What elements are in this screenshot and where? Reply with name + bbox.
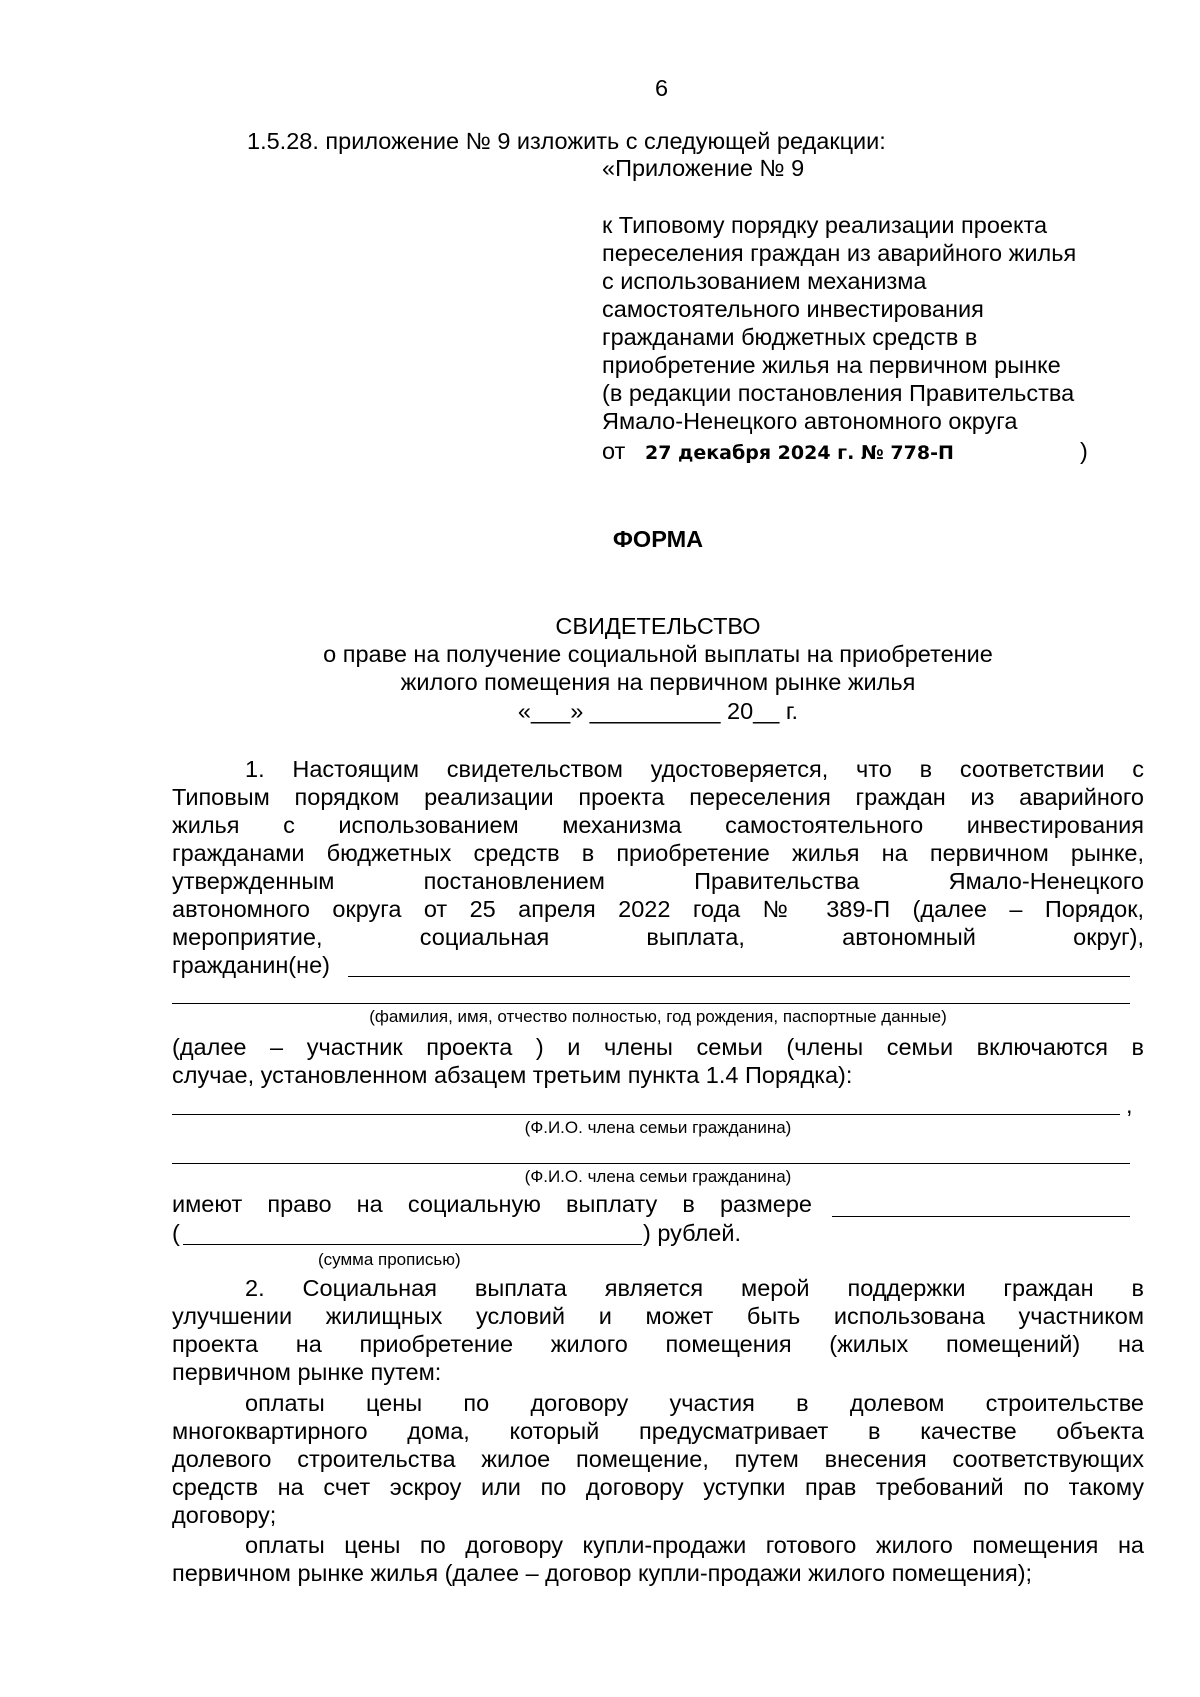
paragraph-line: гражданами бюджетных средств в приобретение жилья на первичном рынке, <box>172 840 1144 866</box>
form-heading: ФОРМА <box>612 526 704 552</box>
appendix-from-label: от <box>602 438 626 464</box>
appendix-line: с использованием механизма <box>602 268 927 294</box>
paragraph-line: утвержденным постановлением Правительства Ямало-Ненецкого <box>172 868 1144 894</box>
amount-words-fill-line <box>183 1244 642 1245</box>
certificate-date-line: «___» __________ 20__ г. <box>517 698 799 724</box>
subitem-line: оплаты цены по договору купли-продажи готового жилого помещения на <box>245 1532 1144 1558</box>
subitem-line: долевого строительства жилое помещение, путем внесения соответствующих <box>172 1446 1144 1472</box>
appendix-line: гражданами бюджетных средств в <box>602 324 978 350</box>
amount-words-caption: (сумма прописью) <box>318 1250 461 1269</box>
paragraph-line: 1. Настоящим свидетельством удостоверяется, что в соответствии с <box>245 756 1144 782</box>
amendment-line: 1.5.28. приложение № 9 изложить с следующей редакции: <box>247 128 886 154</box>
appendix-title: «Приложение № 9 <box>602 155 805 181</box>
appendix-line: переселения граждан из аварийного жилья <box>602 240 1077 266</box>
citizen-fill-line <box>348 976 1130 977</box>
appendix-line: (в редакции постановления Правительства <box>602 380 1075 406</box>
paragraph-line: проекта на приобретение жилого помещения (жилых помещений) на <box>172 1331 1144 1357</box>
paragraph-line: случае, установленном абзацем третьим пункта 1.4 Порядка): <box>172 1062 853 1088</box>
amount-fill-line <box>832 1216 1130 1217</box>
paragraph-line: мероприятие, социальная выплата, автономный округ), <box>172 924 1144 950</box>
appendix-line: к Типовому порядку реализации проекта <box>602 212 1048 238</box>
paragraph-line: первичном рынке путем: <box>172 1359 442 1385</box>
certificate-subtitle: жилого помещения на первичном рынке жилья <box>400 669 916 695</box>
subitem-line: договору; <box>172 1502 277 1528</box>
family-member-caption: (Ф.И.О. члена семьи гражданина) <box>524 1118 792 1137</box>
subitem-line: оплаты цены по договору участия в долевом строительстве <box>245 1390 1144 1416</box>
rubles-open-paren: ( <box>172 1220 180 1246</box>
resolution-date-stamp: 27 декабря 2024 г. № 778-П <box>645 442 954 464</box>
subitem-line: средств на счет эскроу или по договору уступки прав требований по такому <box>172 1474 1144 1500</box>
appendix-line: самостоятельного инвестирования <box>602 296 984 322</box>
family-member-caption: (Ф.И.О. члена семьи гражданина) <box>524 1167 792 1186</box>
appendix-line: приобретение жилья на первичном рынке <box>602 352 1061 378</box>
family-comma: , <box>1126 1092 1133 1118</box>
subitem-line: многоквартирного дома, который предусматривает в качестве объекта <box>172 1418 1144 1444</box>
paragraph-line: Типовым порядком реализации проекта переселения граждан из аварийного <box>172 784 1144 810</box>
certificate-title: СВИДЕТЕЛЬСТВО <box>555 613 761 639</box>
page-number: 6 <box>655 75 669 101</box>
citizen-fill-line-2 <box>172 1003 1130 1004</box>
citizen-label: гражданин(не) <box>172 952 330 978</box>
rubles-label: ) рублей. <box>643 1220 742 1246</box>
paragraph-line: (далее – участник проекта ) и члены семьи (члены семьи включаются в <box>172 1034 1144 1060</box>
subitem-line: первичном рынке жилья (далее – договор купли-продажи жилого помещения); <box>172 1560 1033 1586</box>
paragraph-line: жилья с использованием механизма самостоятельного инвестирования <box>172 812 1144 838</box>
paragraph-line: автономного округа от 25 апреля 2022 года № 389-П (далее – Порядок, <box>172 896 1144 922</box>
citizen-caption: (фамилия, имя, отчество полностью, год рождения, паспортные данные) <box>369 1007 947 1026</box>
appendix-line: Ямало-Ненецкого автономного округа <box>602 408 1018 434</box>
family-member-fill-line <box>172 1114 1120 1115</box>
paragraph-line: улучшении жилищных условий и может быть использована участником <box>172 1303 1144 1329</box>
payment-right-line: имеют право на социальную выплату в размере <box>172 1191 812 1217</box>
certificate-subtitle: о праве на получение социальной выплаты на приобретение <box>323 641 993 667</box>
paragraph-line: 2. Социальная выплата является мерой поддержки граждан в <box>245 1275 1144 1301</box>
family-member-fill-line-2 <box>172 1163 1130 1164</box>
appendix-close-paren: ) <box>1080 438 1088 464</box>
